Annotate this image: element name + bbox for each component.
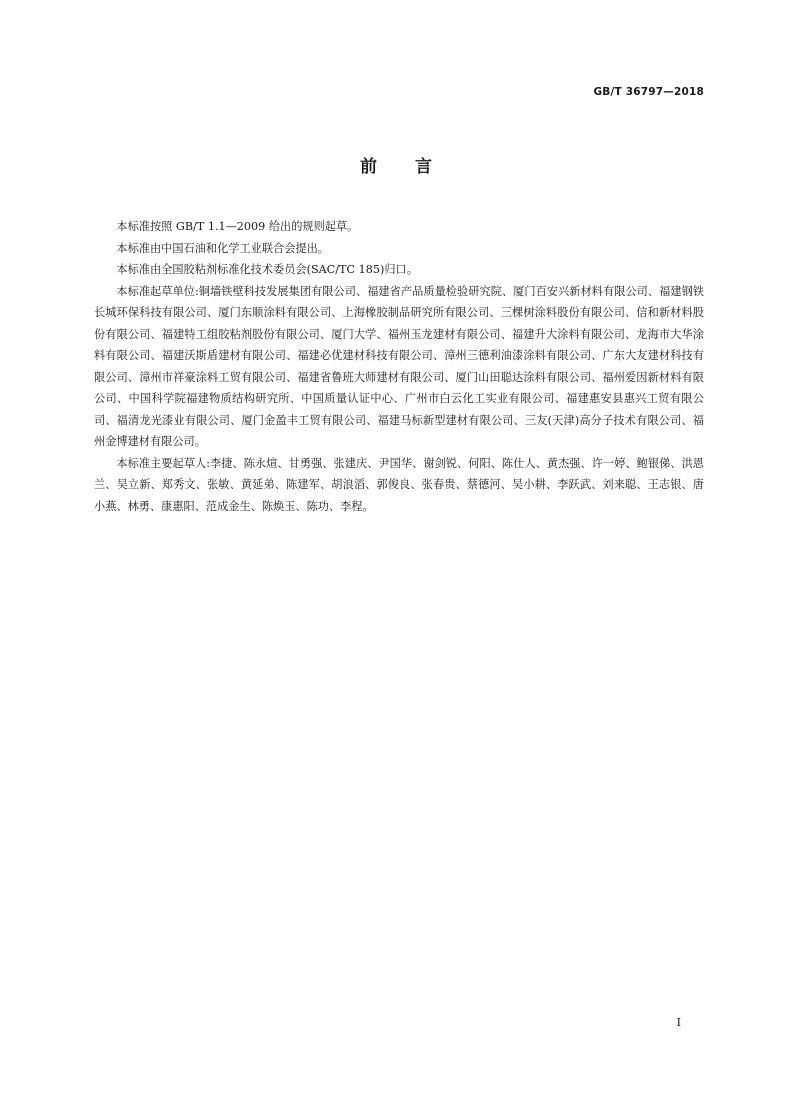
document-body: [94, 216, 704, 517]
paragraph-drafting-organizations: 本标准起草单位:铜墙铁壁科技发展集团有限公司、福建省产品质量检验研究院、厦门百安兴新材料有限公司、福建钢铁长城环保科技有限公司、厦门东顺涂料有限公司、上海橡胶制品研究所有限公司、三棵树涂料股份有限公司、信和新材料股份有限公司、福建特工组胶粘剂股份有限公司、厦门大学、福州玉龙建材有限公司、福建升大涂料有限公司、龙海市大华涂料有限公司、福建沃斯盾建材有限公司、福建必优建材科技有限公司、漳州三德利油漆涂料有限公司、广东大友建材科技有限公司、漳州市祥豪涂料工贸有限公司、福建省鲁班大师建材有限公司、厦门山田聪达涂料有限公司、福州爱因新材料有限公司、中国科学院福建物质结构研究所、中国质量认证中心、广州市白云化工实业有限公司、福建惠安县惠兴工贸有限公司、福清龙光漆业有限公司、厦门金盈丰工贸有限公司、福建马标新型建材有限公司、三友(天津)高分子技术有限公司、福州金博建材有限公司。: [94, 284, 704, 448]
page-title: 前言: [360, 157, 470, 177]
paragraph-drafting-rules: 本标准按照 GB/T 1.1—2009 给出的规则起草。: [116, 220, 359, 233]
page-number: I: [676, 1016, 681, 1029]
paragraph-technical-committee: 本标准由全国胶粘剂标准化技术委员会(SAC/TC 185)归口。: [116, 263, 418, 276]
paragraph-principal-drafters: 本标准主要起草人:李捷、陈永煊、甘勇强、张建庆、尹国华、谢剑锐、何阳、陈仕人、黄杰强、许一婷、鲍银俤、洪恩兰、吴立新、郑秀文、张敏、黄延弟、陈建军、胡浪滔、郭俊良、张春贵、蔡德河、吴小耕、李跃武、刘来聪、王志银、唐小燕、林勇、康惠阳、范成金生、陈焕玉、陈功、李程。: [94, 456, 704, 513]
paragraph-proposer: 本标准由中国石油和化学工业联合会提出。: [116, 241, 329, 255]
standard-number: GB/T 36797—2018: [593, 86, 704, 98]
